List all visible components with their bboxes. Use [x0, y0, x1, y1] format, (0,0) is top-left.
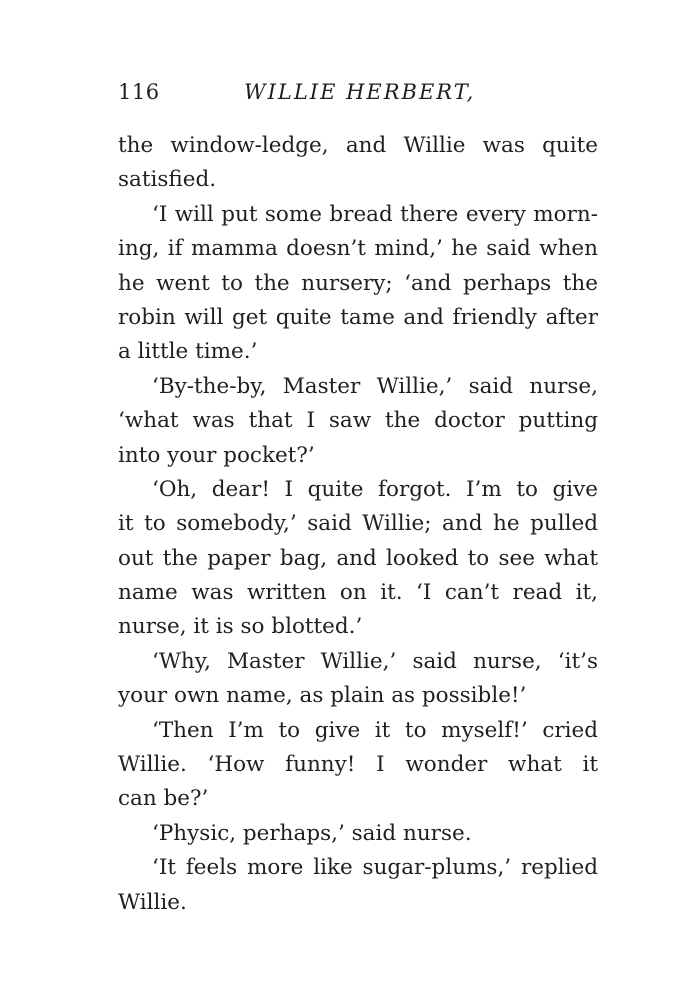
text-line: ‘Oh, dear! I quite forgot. I’m to give [152, 476, 598, 502]
text-line: can be?’ [118, 786, 209, 812]
text-line: name was written on it. ‘I can’t read it, [118, 580, 598, 606]
text-line: Willie. [118, 889, 187, 915]
text-line: the window-ledge, and Willie was quite [118, 133, 598, 158]
body-text [118, 129, 598, 920]
text-line: your own name, as plain as possible!’ [118, 683, 527, 709]
text-line: ‘By-the-by, Master Willie,’ said nurse, [152, 373, 598, 399]
text-line: ing, if mamma doesn’t mind,’ he said when [118, 236, 598, 262]
text-line: nurse, it is so blotted.’ [118, 614, 363, 640]
text-line: out the paper bag, and looked to see what [118, 545, 598, 571]
text-line: ‘what was that I saw the doctor putting [118, 408, 598, 434]
text-line: it to somebody,’ said Willie; and he pulled [118, 511, 598, 537]
text-line: ‘Then I’m to give it to myself!’ cried [152, 717, 598, 743]
page-number: 116 [118, 80, 160, 104]
text-line: he went to the nursery; ‘and perhaps the [118, 270, 598, 296]
text-line: satisfied. [118, 167, 217, 193]
running-head: WILLIE HERBERT, [244, 80, 476, 104]
text-line: robin will get quite tame and friendly after [118, 304, 598, 330]
page-header [118, 80, 598, 116]
text-line: a little time.’ [118, 339, 258, 365]
text-line: ‘I will put some bread there every morn- [152, 201, 598, 227]
text-line: Willie. ‘How funny! I wonder what it [118, 752, 598, 778]
text-line: ‘It feels more like sugar-plums,’ replied [152, 855, 598, 881]
text-line: ‘Physic, perhaps,’ said nurse. [152, 820, 472, 846]
text-line: into your pocket?’ [118, 442, 315, 468]
text-line: ‘Why, Master Willie,’ said nurse, ‘it’s [152, 648, 598, 674]
